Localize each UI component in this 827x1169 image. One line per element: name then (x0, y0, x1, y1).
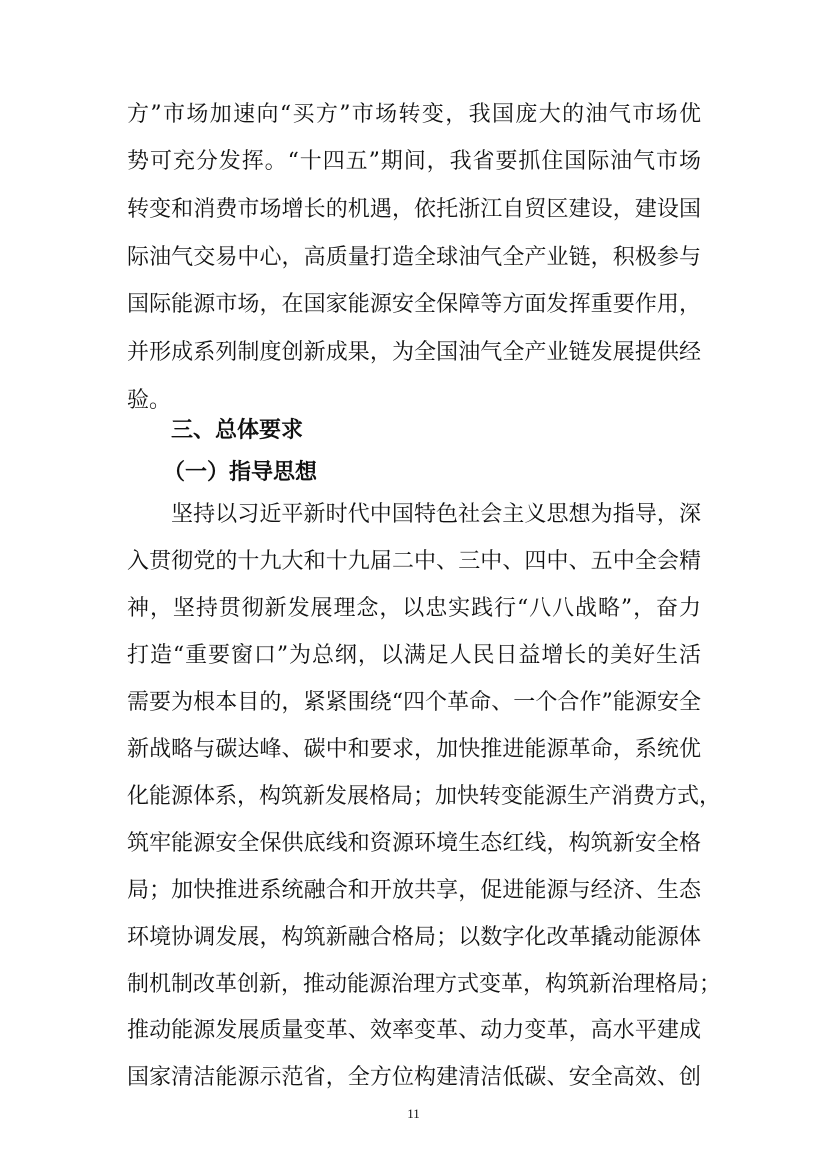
body-text-line: 新战略与碳达峰、碳中和要求，加快推进能源革命，系统优 (127, 737, 701, 762)
subsection-heading: （一）指导思想 (163, 460, 318, 485)
body-text-line: 际油气交易中心，高质量打造全球油气全产业链，积极参与 (127, 245, 701, 270)
body-text-line: 方”市场加速向“买方”市场转变，我国庞大的油气市场优 (127, 102, 701, 127)
body-text-line: 需要为根本目的，紧紧围绕“四个革命、一个合作”能源安全 (127, 690, 701, 715)
body-text-line: 制机制改革创新，推动能源治理方式变革，构筑新治理格局； (127, 972, 722, 997)
section-heading: 三、总体要求 (171, 418, 304, 443)
body-text-line: 坚持以习近平新时代中国特色社会主义思想为指导，深 (171, 502, 701, 527)
body-text-line: 局；加快推进系统融合和开放共享，促进能源与经济、生态 (127, 878, 701, 903)
body-text-line: 化能源体系，构筑新发展格局；加快转变能源生产消费方式， (127, 784, 722, 809)
body-text-line: 并形成系列制度创新成果，为全国油气全产业链发展提供经 (127, 340, 701, 365)
body-text-line: 打造“重要窗口”为总纲，以满足人民日益增长的美好生活 (127, 643, 701, 668)
body-text-line: 推动能源发展质量变革、效率变革、动力变革，高水平建成 (127, 1018, 701, 1043)
body-text-line: 神，坚持贯彻新发展理念，以忠实践行“八八战略”，奋力 (127, 596, 701, 621)
body-text-line: 环境协调发展，构筑新融合格局；以数字化改革撬动能源体 (127, 925, 701, 950)
body-text-line: 转变和消费市场增长的机遇，依托浙江自贸区建设，建设国 (127, 197, 701, 222)
body-text-line: 筑牢能源安全保供底线和资源环境生态红线，构筑新安全格 (127, 831, 701, 856)
body-text-line: 入贯彻党的十九大和十九届二中、三中、四中、五中全会精 (127, 549, 701, 574)
body-text-line-last: 国家清洁能源示范省，全方位构建清洁低碳、安全高效、创 (127, 1065, 701, 1090)
body-text-line: 国际能源市场，在国家能源安全保障等方面发挥重要作用， (127, 292, 701, 317)
body-text-line: 势可充分发挥。“十四五”期间，我省要抓住国际油气市场 (127, 149, 701, 174)
body-text-line: 验。 (127, 388, 172, 413)
page-number: 11 (407, 1106, 420, 1121)
